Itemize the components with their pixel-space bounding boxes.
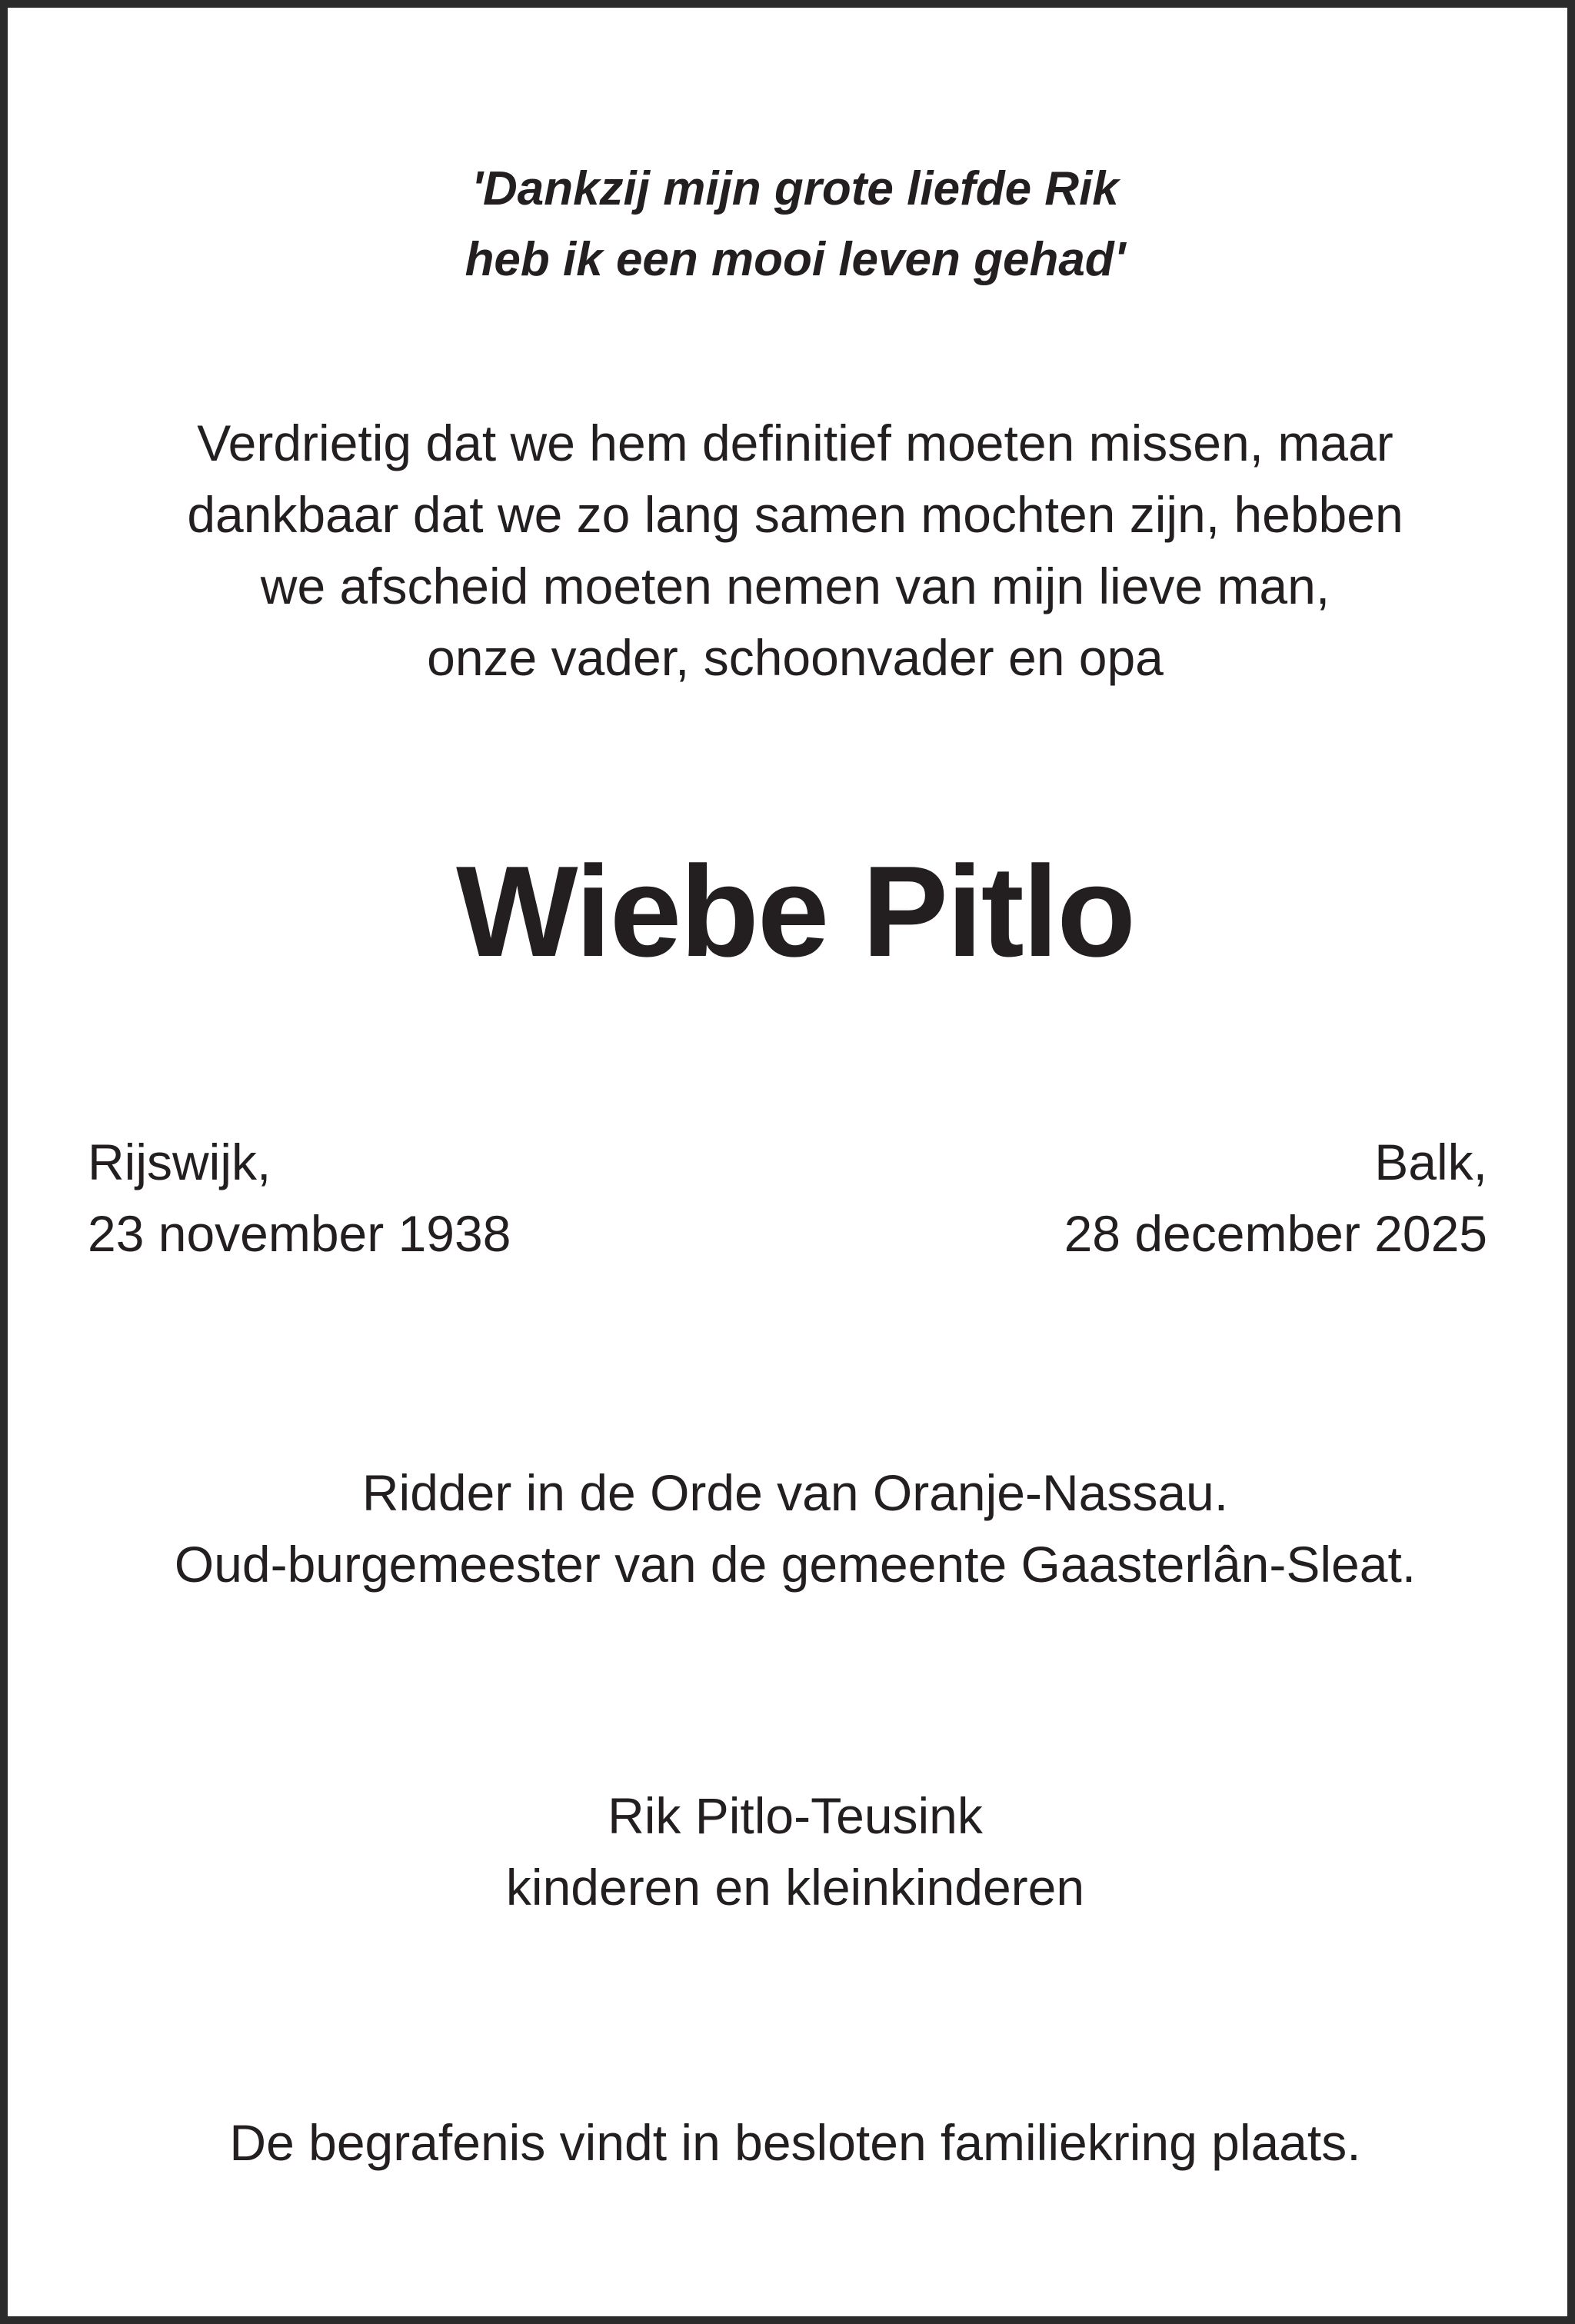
family-line: Rik Pitlo-Teusink [608,1787,983,1844]
quote-line: 'Dankzij mijn grote liefde Rik [471,162,1119,215]
honors-line: Oud-burgemeester van de gemeente Gaasterlân-Sleat. [174,1536,1417,1593]
intro-line: onze vader, schoonvader en opa [427,629,1164,686]
birth-date: 23 november 1938 [88,1205,511,1262]
death-info [1064,1127,1487,1270]
intro-text [8,408,1575,694]
opening-quote [8,154,1575,295]
honors-text [8,1457,1575,1600]
intro-line: Verdrietig dat we hem definitief moeten missen, maar [197,415,1394,471]
intro-line: dankbaar dat we zo lang samen mochten zijn, hebben [187,486,1404,543]
birth-place: Rijswijk, [88,1134,271,1190]
quote-line: heb ik een mooi leven gehad' [465,233,1126,286]
family-signature [8,1780,1575,1923]
death-place: Balk, [1374,1134,1487,1190]
birth-info [88,1127,511,1270]
intro-line: we afscheid moeten nemen van mijn lieve man, [260,558,1330,614]
deceased-name: Wiebe Pitlo [456,839,1134,984]
family-line: kinderen en kleinkinderen [505,1859,1085,1916]
funeral-note: De begrafenis vindt in besloten familiekring plaats. [229,2114,1361,2171]
honors-line: Ridder in de Orde van Oranje-Nassau. [361,1464,1229,1521]
death-date: 28 december 2025 [1064,1205,1487,1262]
